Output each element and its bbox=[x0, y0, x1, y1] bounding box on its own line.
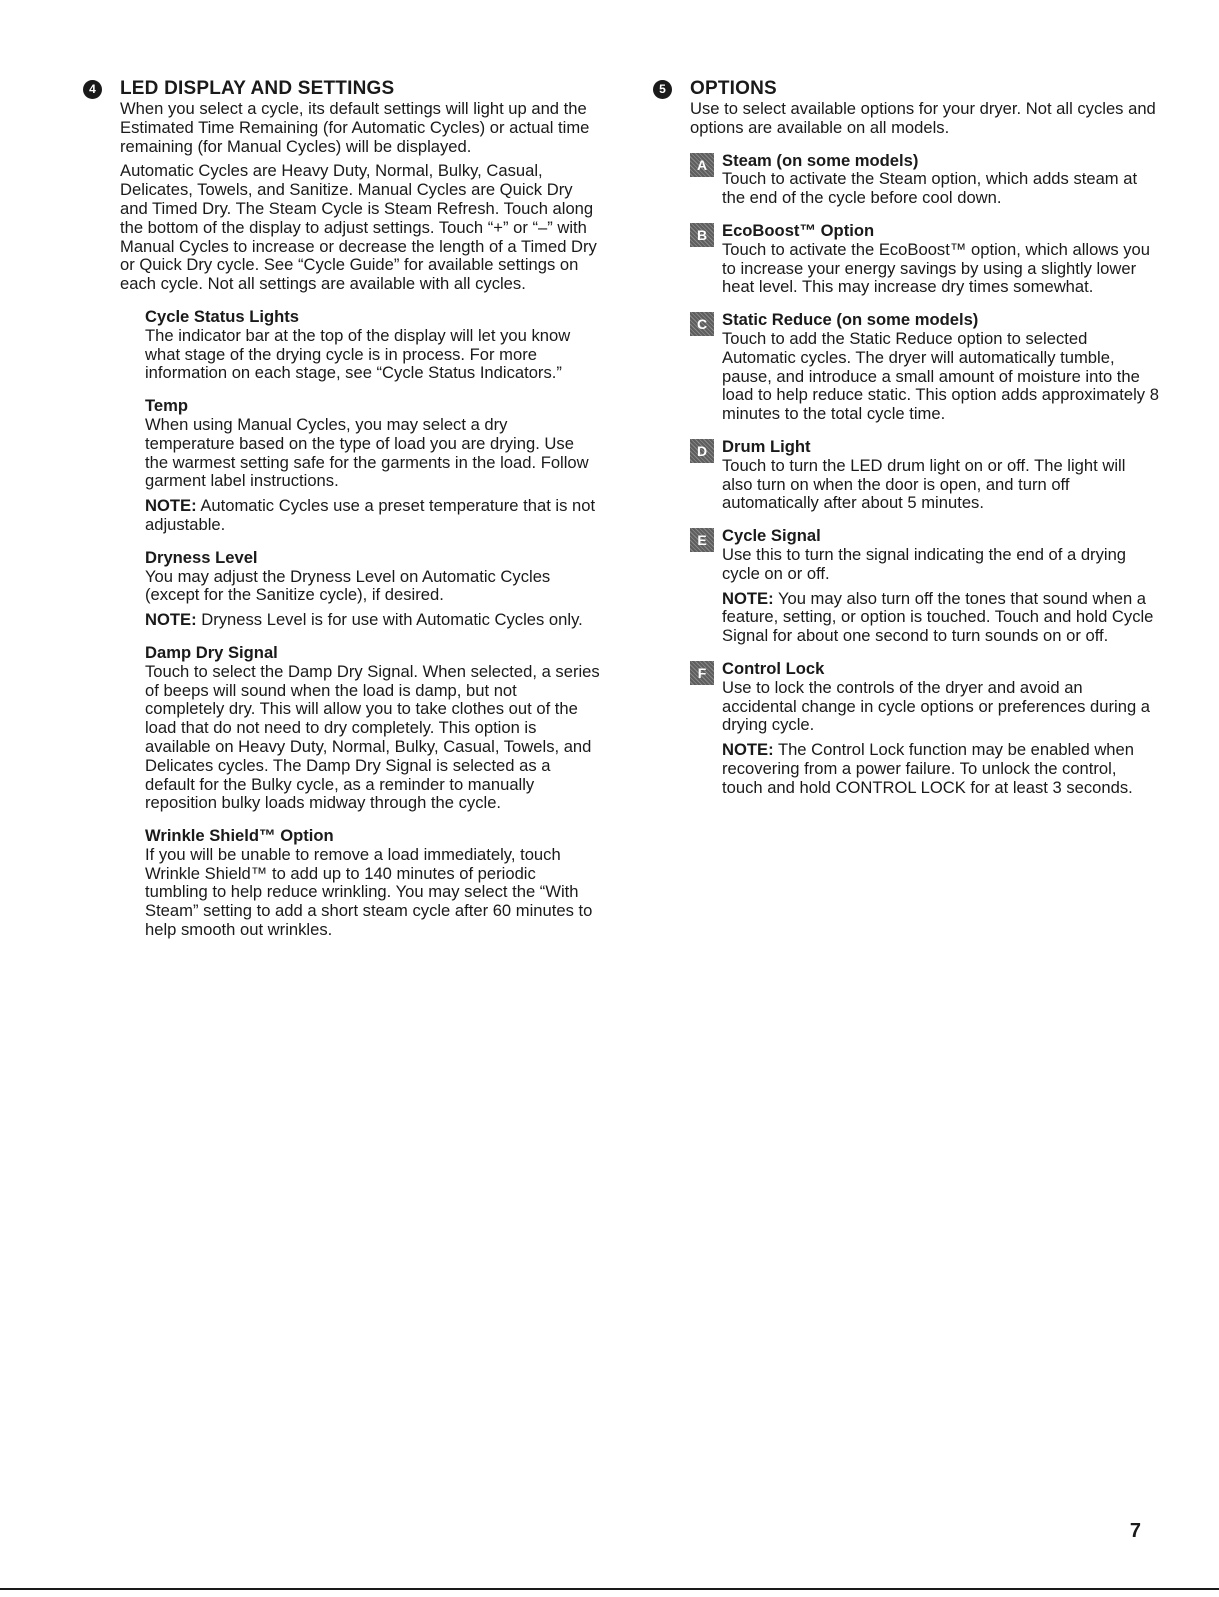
intro-paragraph: Use to select available options for your dryer. Not all cycles and options are available on all models. bbox=[690, 99, 1156, 137]
option-cycle-signal bbox=[690, 527, 1160, 646]
letter-badge-icon: E bbox=[690, 528, 714, 552]
option-title: Drum Light bbox=[722, 436, 811, 456]
option-body: Touch to turn the LED drum light on or off. The light will also turn on when the door is open, and turn off automatically after about 5 minutes. bbox=[722, 455, 1126, 513]
section-title: LED DISPLAY AND SETTINGS bbox=[120, 78, 395, 99]
section-number-badge: 4 bbox=[83, 80, 102, 99]
note-label: NOTE: bbox=[722, 740, 774, 760]
subsection-body: When using Manual Cycles, you may select a dry temperature based on the type of load you are drying. Use the warmest setting safe for the garments in the load. Follow garment label instructions. bbox=[145, 414, 589, 491]
subsection-body: If you will be unable to remove a load immediately, touch Wrinkle Shield™ to add up to 140 minutes of periodic tumbling to help reduce wrinkling. You may select the “With Steam” setting to add a short steam cycle after 60 minutes to help smooth out wrinkles. bbox=[145, 844, 593, 940]
letter-badge-icon: A bbox=[690, 153, 714, 177]
option-title: Static Reduce (on some models) bbox=[722, 310, 979, 330]
letter-badge-icon: B bbox=[690, 223, 714, 247]
subsection-damp-dry-signal bbox=[145, 644, 600, 813]
option-body: Touch to activate the EcoBoost™ option, which allows you to increase your energy savings by using a slightly lower heat level. This may increase dry times somewhat. bbox=[722, 239, 1150, 297]
intro-paragraph: When you select a cycle, its default settings will light up and the Estimated Time Remaining (for Automatic Cycles) or actual time remaining (for Manual Cycles) will be displayed. bbox=[120, 99, 590, 156]
subsection-body: You may adjust the Dryness Level on Automatic Cycles (except for the Sanitize cycle), if desired. bbox=[145, 566, 551, 605]
option-title: EcoBoost™ Option bbox=[722, 220, 875, 240]
option-title: Cycle Signal bbox=[722, 526, 821, 546]
note bbox=[722, 590, 1160, 646]
note-text: Automatic Cycles use a preset temperature that is not adjustable. bbox=[145, 496, 596, 534]
option-body: Use this to turn the signal indicating the end of a drying cycle on or off. bbox=[722, 544, 1127, 583]
note bbox=[145, 611, 600, 630]
subsection-cycle-status-lights bbox=[145, 308, 600, 383]
note-label: NOTE: bbox=[145, 610, 197, 630]
option-static-reduce bbox=[690, 311, 1160, 424]
note-label: NOTE: bbox=[145, 496, 197, 516]
note bbox=[145, 497, 600, 535]
subsection-title: Dryness Level bbox=[145, 547, 258, 567]
subsection-body: The indicator bar at the top of the display will let you know what stage of the drying cycle is in process. For more information on each stage, see “Cycle Status Indicators.” bbox=[145, 325, 571, 383]
option-title: Steam (on some models) bbox=[722, 150, 919, 170]
subsection-dryness-level bbox=[145, 549, 600, 630]
subsection-temp bbox=[145, 397, 600, 535]
led-display-settings-section bbox=[89, 78, 600, 940]
subsection-title: Wrinkle Shield™ Option bbox=[145, 826, 334, 846]
letter-badge-icon: C bbox=[690, 312, 714, 336]
subsection-body: Touch to select the Damp Dry Signal. When selected, a series of beeps will sound when the load is damp, but not completely dry. This will allow you to take clothes out of the load that do not need to dry completely. This option is available on Heavy Duty, Normal, Bulky, Casual, Towels, and Delicates cycles. The Damp Dry Signal is selected as a default for the Bulky cycle, as a reminder to manually reposition bulky loads midway through the cycle. bbox=[145, 661, 600, 813]
subsection-wrinkle-shield bbox=[145, 827, 600, 940]
letter-badge-icon: F bbox=[690, 661, 714, 685]
option-control-lock bbox=[690, 660, 1160, 798]
option-drum-light bbox=[690, 438, 1160, 513]
options-section bbox=[659, 78, 1160, 798]
note bbox=[722, 741, 1160, 797]
subsection-title: Damp Dry Signal bbox=[145, 642, 278, 662]
option-steam bbox=[690, 152, 1160, 208]
subsection-title: Temp bbox=[145, 396, 189, 416]
bottom-rule bbox=[0, 1588, 1219, 1590]
note-text: You may also turn off the tones that sound when a feature, setting, or option is touched. Touch and hold Cycle Signal for about one second to turn sounds on or off. bbox=[722, 588, 1154, 646]
option-body: Use to lock the controls of the dryer and avoid an accidental change in cycle options or preferences during a drying cycle. bbox=[722, 677, 1151, 735]
section-number-badge: 5 bbox=[653, 80, 672, 99]
option-ecoboost bbox=[690, 222, 1160, 297]
note-text: The Control Lock function may be enabled when recovering from a power failure. To unlock the control, touch and hold CONTROL LOCK for at least 3 seconds. bbox=[722, 740, 1134, 797]
option-body: Touch to add the Static Reduce option to selected Automatic cycles. The dryer will automatically tumble, pause, and introduce a small amount of moisture into the load to help reduce static. This option adds approximately 8 minutes to the total cycle time. bbox=[722, 328, 1159, 424]
note-label: NOTE: bbox=[722, 588, 774, 608]
option-body: Touch to activate the Steam option, which adds steam at the end of the cycle before cool down. bbox=[722, 169, 1138, 208]
note-text: Dryness Level is for use with Automatic Cycles only. bbox=[201, 610, 583, 630]
letter-badge-icon: D bbox=[690, 439, 714, 463]
option-title: Control Lock bbox=[722, 658, 825, 678]
subsection-title: Cycle Status Lights bbox=[145, 306, 299, 326]
section-title: OPTIONS bbox=[690, 78, 777, 99]
page-number: 7 bbox=[1129, 1520, 1141, 1542]
intro-paragraph: Automatic Cycles are Heavy Duty, Normal, Bulky, Casual, Delicates, Towels, and Sanitize. Manual Cycles are Quick Dry and Timed Dry. The Steam Cycle is Steam Refresh. Touch along the bottom of the display to adjust settings. Touch “+” or “–” with Manual Cycles to increase or decrease the length of a Timed Dry or Quick Dry cycle. See “Cycle Guide” for available settings on each cycle. Not all settings are available with all cycles. bbox=[120, 161, 597, 294]
